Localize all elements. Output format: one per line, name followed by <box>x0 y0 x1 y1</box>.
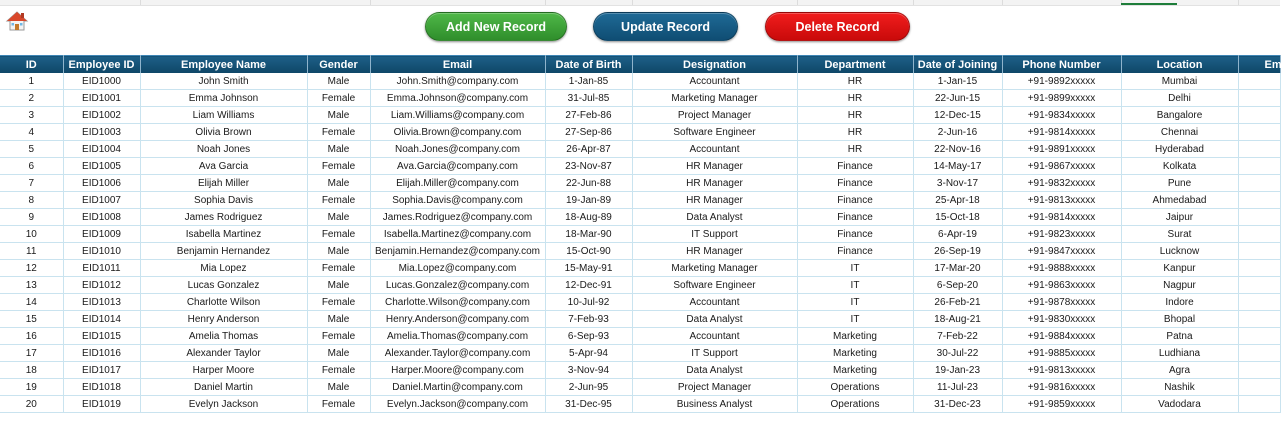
cell-date-of-birth[interactable]: 26-Apr-87 <box>545 141 632 158</box>
cell-date-of-joining[interactable]: 26-Feb-21 <box>913 294 1002 311</box>
cell-gender[interactable]: Male <box>307 175 370 192</box>
cell-id[interactable]: 2 <box>0 90 63 107</box>
cell-id[interactable]: 8 <box>0 192 63 209</box>
cell-date-of-birth[interactable]: 31-Dec-95 <box>545 396 632 413</box>
cell-department[interactable]: IT <box>797 294 913 311</box>
column-header-employee-name[interactable]: Employee Name <box>140 56 307 74</box>
cell-email[interactable]: Henry.Anderson@company.com <box>370 311 545 328</box>
cell-employee-name[interactable]: Amelia Thomas <box>140 328 307 345</box>
cell-date-of-joining[interactable]: 6-Apr-19 <box>913 226 1002 243</box>
cell-date-of-joining[interactable]: 1-Jan-15 <box>913 73 1002 90</box>
cell-department[interactable]: HR <box>797 90 913 107</box>
cell-department[interactable]: HR <box>797 107 913 124</box>
cell-employee-name[interactable]: Lucas Gonzalez <box>140 277 307 294</box>
cell-designation[interactable]: Project Manager <box>632 379 797 396</box>
cell-phone-number[interactable]: +91-9899xxxxx <box>1002 90 1121 107</box>
cell-designation[interactable]: HR Manager <box>632 192 797 209</box>
add-new-record-button[interactable] <box>425 12 567 41</box>
cell-designation[interactable]: HR Manager <box>632 158 797 175</box>
table-row[interactable] <box>0 362 1280 379</box>
table-row[interactable] <box>0 294 1280 311</box>
cell-designation[interactable]: Data Analyst <box>632 362 797 379</box>
cell-location[interactable]: Indore <box>1121 294 1238 311</box>
cell-designation[interactable]: Marketing Manager <box>632 260 797 277</box>
column-header-date-of-birth[interactable]: Date of Birth <box>545 56 632 74</box>
cell-designation[interactable]: Data Analyst <box>632 209 797 226</box>
table-row[interactable] <box>0 107 1280 124</box>
cell-emp-clipped[interactable] <box>1238 107 1280 124</box>
cell-phone-number[interactable]: +91-9816xxxxx <box>1002 379 1121 396</box>
cell-employee-name[interactable]: Alexander Taylor <box>140 345 307 362</box>
cell-employee-id[interactable]: EID1006 <box>63 175 140 192</box>
cell-date-of-joining[interactable]: 25-Apr-18 <box>913 192 1002 209</box>
cell-employee-id[interactable]: EID1015 <box>63 328 140 345</box>
cell-date-of-joining[interactable]: 26-Sep-19 <box>913 243 1002 260</box>
cell-emp-clipped[interactable] <box>1238 311 1280 328</box>
table-row[interactable] <box>0 328 1280 345</box>
cell-emp-clipped[interactable] <box>1238 141 1280 158</box>
cell-id[interactable]: 16 <box>0 328 63 345</box>
cell-department[interactable]: IT <box>797 260 913 277</box>
cell-designation[interactable]: HR Manager <box>632 175 797 192</box>
table-row[interactable] <box>0 260 1280 277</box>
column-header-designation[interactable]: Designation <box>632 56 797 74</box>
cell-gender[interactable]: Female <box>307 226 370 243</box>
cell-gender[interactable]: Female <box>307 192 370 209</box>
cell-gender[interactable]: Male <box>307 209 370 226</box>
cell-employee-id[interactable]: EID1013 <box>63 294 140 311</box>
cell-id[interactable]: 11 <box>0 243 63 260</box>
cell-date-of-joining[interactable]: 3-Nov-17 <box>913 175 1002 192</box>
cell-emp-clipped[interactable] <box>1238 362 1280 379</box>
cell-date-of-joining[interactable]: 22-Jun-15 <box>913 90 1002 107</box>
cell-id[interactable]: 17 <box>0 345 63 362</box>
cell-date-of-birth[interactable]: 15-Oct-90 <box>545 243 632 260</box>
table-row[interactable] <box>0 345 1280 362</box>
cell-gender[interactable]: Male <box>307 345 370 362</box>
cell-employee-id[interactable]: EID1012 <box>63 277 140 294</box>
cell-date-of-joining[interactable]: 17-Mar-20 <box>913 260 1002 277</box>
cell-date-of-joining[interactable]: 14-May-17 <box>913 158 1002 175</box>
cell-employee-id[interactable]: EID1019 <box>63 396 140 413</box>
cell-employee-name[interactable]: Henry Anderson <box>140 311 307 328</box>
cell-date-of-birth[interactable]: 3-Nov-94 <box>545 362 632 379</box>
cell-id[interactable]: 4 <box>0 124 63 141</box>
cell-location[interactable]: Bhopal <box>1121 311 1238 328</box>
cell-phone-number[interactable]: +91-9813xxxxx <box>1002 362 1121 379</box>
cell-location[interactable]: Kolkata <box>1121 158 1238 175</box>
cell-employee-name[interactable]: Mia Lopez <box>140 260 307 277</box>
cell-employee-name[interactable]: Isabella Martinez <box>140 226 307 243</box>
cell-id[interactable]: 15 <box>0 311 63 328</box>
cell-employee-name[interactable]: Emma Johnson <box>140 90 307 107</box>
cell-date-of-joining[interactable]: 31-Dec-23 <box>913 396 1002 413</box>
cell-location[interactable]: Hyderabad <box>1121 141 1238 158</box>
cell-gender[interactable]: Male <box>307 141 370 158</box>
home-icon[interactable] <box>6 10 28 32</box>
cell-designation[interactable]: Accountant <box>632 294 797 311</box>
cell-gender[interactable]: Female <box>307 260 370 277</box>
cell-employee-id[interactable]: EID1018 <box>63 379 140 396</box>
cell-phone-number[interactable]: +91-9884xxxxx <box>1002 328 1121 345</box>
cell-designation[interactable]: Business Analyst <box>632 396 797 413</box>
cell-employee-name[interactable]: Benjamin Hernandez <box>140 243 307 260</box>
cell-location[interactable]: Bangalore <box>1121 107 1238 124</box>
column-header-id[interactable]: ID <box>0 56 63 74</box>
cell-department[interactable]: Finance <box>797 192 913 209</box>
table-row[interactable] <box>0 73 1280 90</box>
cell-id[interactable]: 12 <box>0 260 63 277</box>
cell-emp-clipped[interactable] <box>1238 124 1280 141</box>
cell-gender[interactable]: Female <box>307 124 370 141</box>
cell-department[interactable]: Marketing <box>797 362 913 379</box>
cell-employee-name[interactable]: James Rodriguez <box>140 209 307 226</box>
cell-designation[interactable]: IT Support <box>632 226 797 243</box>
cell-id[interactable]: 9 <box>0 209 63 226</box>
cell-employee-id[interactable]: EID1007 <box>63 192 140 209</box>
cell-id[interactable]: 1 <box>0 73 63 90</box>
cell-date-of-joining[interactable]: 7-Feb-22 <box>913 328 1002 345</box>
cell-emp-clipped[interactable] <box>1238 73 1280 90</box>
cell-employee-name[interactable]: Evelyn Jackson <box>140 396 307 413</box>
table-row[interactable] <box>0 311 1280 328</box>
cell-location[interactable]: Ahmedabad <box>1121 192 1238 209</box>
cell-date-of-joining[interactable]: 12-Dec-15 <box>913 107 1002 124</box>
cell-location[interactable]: Surat <box>1121 226 1238 243</box>
cell-phone-number[interactable]: +91-9863xxxxx <box>1002 277 1121 294</box>
cell-employee-name[interactable]: Noah Jones <box>140 141 307 158</box>
cell-emp-clipped[interactable] <box>1238 260 1280 277</box>
cell-designation[interactable]: Data Analyst <box>632 311 797 328</box>
cell-phone-number[interactable]: +91-9814xxxxx <box>1002 124 1121 141</box>
cell-employee-name[interactable]: Liam Williams <box>140 107 307 124</box>
cell-id[interactable]: 3 <box>0 107 63 124</box>
cell-employee-id[interactable]: EID1005 <box>63 158 140 175</box>
column-header-emp-clipped[interactable]: Emp <box>1238 56 1280 74</box>
cell-email[interactable]: Elijah.Miller@company.com <box>370 175 545 192</box>
delete-record-button[interactable] <box>765 12 910 41</box>
update-record-label: Update Record <box>621 19 710 34</box>
cell-location[interactable]: Mumbai <box>1121 73 1238 90</box>
cell-gender[interactable]: Male <box>307 311 370 328</box>
sheet-top-strip <box>0 0 1280 6</box>
cell-employee-name[interactable]: Charlotte Wilson <box>140 294 307 311</box>
cell-phone-number[interactable]: +91-9888xxxxx <box>1002 260 1121 277</box>
cell-employee-id[interactable]: EID1008 <box>63 209 140 226</box>
cell-email[interactable]: John.Smith@company.com <box>370 73 545 90</box>
cell-date-of-birth[interactable]: 12-Dec-91 <box>545 277 632 294</box>
cell-location[interactable]: Nashik <box>1121 379 1238 396</box>
cell-email[interactable]: Olivia.Brown@company.com <box>370 124 545 141</box>
cell-gender[interactable]: Female <box>307 158 370 175</box>
column-header-employee-id[interactable]: Employee ID <box>63 56 140 74</box>
column-header-date-of-joining[interactable]: Date of Joining <box>913 56 1002 74</box>
cell-employee-id[interactable]: EID1002 <box>63 107 140 124</box>
cell-date-of-joining[interactable]: 15-Oct-18 <box>913 209 1002 226</box>
cell-location[interactable]: Agra <box>1121 362 1238 379</box>
cell-gender[interactable]: Female <box>307 90 370 107</box>
column-header-gender[interactable]: Gender <box>307 56 370 74</box>
cell-date-of-birth[interactable]: 6-Sep-93 <box>545 328 632 345</box>
cell-gender[interactable]: Female <box>307 328 370 345</box>
cell-department[interactable]: Finance <box>797 175 913 192</box>
cell-employee-id[interactable]: EID1017 <box>63 362 140 379</box>
cell-location[interactable]: Patna <box>1121 328 1238 345</box>
cell-date-of-joining[interactable]: 22-Nov-16 <box>913 141 1002 158</box>
cell-employee-id[interactable]: EID1000 <box>63 73 140 90</box>
cell-designation[interactable]: Software Engineer <box>632 124 797 141</box>
cell-emp-clipped[interactable] <box>1238 209 1280 226</box>
add-new-record-label: Add New Record <box>445 19 546 34</box>
table-row[interactable] <box>0 379 1280 396</box>
cell-phone-number[interactable]: +91-9891xxxxx <box>1002 141 1121 158</box>
cell-phone-number[interactable]: +91-9814xxxxx <box>1002 209 1121 226</box>
cell-email[interactable]: Amelia.Thomas@company.com <box>370 328 545 345</box>
cell-location[interactable]: Jaipur <box>1121 209 1238 226</box>
cell-department[interactable]: Operations <box>797 396 913 413</box>
table-row[interactable] <box>0 243 1280 260</box>
cell-employee-name[interactable]: Elijah Miller <box>140 175 307 192</box>
cell-employee-name[interactable]: Olivia Brown <box>140 124 307 141</box>
cell-department[interactable]: HR <box>797 141 913 158</box>
cell-employee-name[interactable]: Harper Moore <box>140 362 307 379</box>
cell-designation[interactable]: HR Manager <box>632 243 797 260</box>
cell-date-of-birth[interactable]: 18-Aug-89 <box>545 209 632 226</box>
cell-department[interactable]: HR <box>797 73 913 90</box>
cell-id[interactable]: 14 <box>0 294 63 311</box>
cell-gender[interactable]: Male <box>307 243 370 260</box>
cell-date-of-birth[interactable]: 18-Mar-90 <box>545 226 632 243</box>
cell-phone-number[interactable]: +91-9859xxxxx <box>1002 396 1121 413</box>
column-header-department[interactable]: Department <box>797 56 913 74</box>
cell-phone-number[interactable]: +91-9867xxxxx <box>1002 158 1121 175</box>
table-row[interactable] <box>0 396 1280 413</box>
cell-email[interactable]: Harper.Moore@company.com <box>370 362 545 379</box>
cell-date-of-birth[interactable]: 5-Apr-94 <box>545 345 632 362</box>
cell-gender[interactable]: Male <box>307 107 370 124</box>
cell-gender[interactable]: Male <box>307 379 370 396</box>
cell-location[interactable]: Delhi <box>1121 90 1238 107</box>
cell-date-of-birth[interactable]: 19-Jan-89 <box>545 192 632 209</box>
cell-designation[interactable]: Accountant <box>632 141 797 158</box>
cell-phone-number[interactable]: +91-9832xxxxx <box>1002 175 1121 192</box>
table-row[interactable] <box>0 124 1280 141</box>
cell-date-of-birth[interactable]: 31-Jul-85 <box>545 90 632 107</box>
cell-designation[interactable]: Project Manager <box>632 107 797 124</box>
cell-date-of-joining[interactable]: 18-Aug-21 <box>913 311 1002 328</box>
cell-date-of-birth[interactable]: 23-Nov-87 <box>545 158 632 175</box>
cell-date-of-birth[interactable]: 7-Feb-93 <box>545 311 632 328</box>
cell-id[interactable]: 5 <box>0 141 63 158</box>
cell-email[interactable]: Sophia.Davis@company.com <box>370 192 545 209</box>
cell-location[interactable]: Nagpur <box>1121 277 1238 294</box>
cell-phone-number[interactable]: +91-9813xxxxx <box>1002 192 1121 209</box>
cell-location[interactable]: Ludhiana <box>1121 345 1238 362</box>
cell-date-of-birth[interactable]: 27-Sep-86 <box>545 124 632 141</box>
cell-emp-clipped[interactable] <box>1238 175 1280 192</box>
cell-email[interactable]: Alexander.Taylor@company.com <box>370 345 545 362</box>
cell-date-of-joining[interactable]: 30-Jul-22 <box>913 345 1002 362</box>
cell-gender[interactable]: Female <box>307 294 370 311</box>
cell-id[interactable]: 10 <box>0 226 63 243</box>
cell-email[interactable]: Evelyn.Jackson@company.com <box>370 396 545 413</box>
cell-date-of-joining[interactable]: 2-Jun-16 <box>913 124 1002 141</box>
table-row[interactable] <box>0 158 1280 175</box>
cell-phone-number[interactable]: +91-9834xxxxx <box>1002 107 1121 124</box>
cell-phone-number[interactable]: +91-9847xxxxx <box>1002 243 1121 260</box>
cell-email[interactable]: James.Rodriguez@company.com <box>370 209 545 226</box>
cell-department[interactable]: IT <box>797 277 913 294</box>
cell-designation[interactable]: Accountant <box>632 73 797 90</box>
cell-phone-number[interactable]: +91-9830xxxxx <box>1002 311 1121 328</box>
cell-date-of-birth[interactable]: 2-Jun-95 <box>545 379 632 396</box>
cell-emp-clipped[interactable] <box>1238 345 1280 362</box>
cell-date-of-birth[interactable]: 22-Jun-88 <box>545 175 632 192</box>
cell-date-of-birth[interactable]: 1-Jan-85 <box>545 73 632 90</box>
cell-department[interactable]: IT <box>797 311 913 328</box>
cell-date-of-birth[interactable]: 10-Jul-92 <box>545 294 632 311</box>
cell-emp-clipped[interactable] <box>1238 396 1280 413</box>
cell-email[interactable]: Daniel.Martin@company.com <box>370 379 545 396</box>
cell-department[interactable]: Operations <box>797 379 913 396</box>
cell-phone-number[interactable]: +91-9885xxxxx <box>1002 345 1121 362</box>
cell-department[interactable]: Finance <box>797 243 913 260</box>
cell-department[interactable]: Finance <box>797 158 913 175</box>
table-row[interactable] <box>0 141 1280 158</box>
cell-email[interactable]: Mia.Lopez@company.com <box>370 260 545 277</box>
cell-designation[interactable]: Software Engineer <box>632 277 797 294</box>
cell-emp-clipped[interactable] <box>1238 90 1280 107</box>
cell-email[interactable]: Ava.Garcia@company.com <box>370 158 545 175</box>
cell-email[interactable]: Charlotte.Wilson@company.com <box>370 294 545 311</box>
cell-designation[interactable]: Marketing Manager <box>632 90 797 107</box>
cell-employee-id[interactable]: EID1003 <box>63 124 140 141</box>
header-row <box>0 56 1280 74</box>
cell-employee-id[interactable]: EID1011 <box>63 260 140 277</box>
delete-record-label: Delete Record <box>795 19 880 34</box>
cell-gender[interactable]: Male <box>307 73 370 90</box>
cell-location[interactable]: Vadodara <box>1121 396 1238 413</box>
cell-email[interactable]: Liam.Williams@company.com <box>370 107 545 124</box>
cell-employee-id[interactable]: EID1009 <box>63 226 140 243</box>
cell-emp-clipped[interactable] <box>1238 226 1280 243</box>
cell-emp-clipped[interactable] <box>1238 294 1280 311</box>
table-row[interactable] <box>0 209 1280 226</box>
cell-email[interactable]: Noah.Jones@company.com <box>370 141 545 158</box>
cell-emp-clipped[interactable] <box>1238 379 1280 396</box>
cell-date-of-birth[interactable]: 27-Feb-86 <box>545 107 632 124</box>
cell-designation[interactable]: Accountant <box>632 328 797 345</box>
table-row[interactable] <box>0 90 1280 107</box>
cell-department[interactable]: Marketing <box>797 328 913 345</box>
cell-gender[interactable]: Female <box>307 362 370 379</box>
update-record-button[interactable] <box>593 12 738 41</box>
cell-email[interactable]: Emma.Johnson@company.com <box>370 90 545 107</box>
cell-date-of-birth[interactable]: 15-May-91 <box>545 260 632 277</box>
cell-date-of-joining[interactable]: 6-Sep-20 <box>913 277 1002 294</box>
cell-date-of-joining[interactable]: 11-Jul-23 <box>913 379 1002 396</box>
cell-id[interactable]: 20 <box>0 396 63 413</box>
cell-id[interactable]: 13 <box>0 277 63 294</box>
cell-id[interactable]: 6 <box>0 158 63 175</box>
column-header-location[interactable]: Location <box>1121 56 1238 74</box>
cell-emp-clipped[interactable] <box>1238 192 1280 209</box>
cell-emp-clipped[interactable] <box>1238 243 1280 260</box>
cell-location[interactable]: Chennai <box>1121 124 1238 141</box>
employee-table <box>0 55 1288 413</box>
cell-email[interactable]: Benjamin.Hernandez@company.com <box>370 243 545 260</box>
cell-employee-name[interactable]: Daniel Martin <box>140 379 307 396</box>
cell-department[interactable]: Finance <box>797 226 913 243</box>
cell-department[interactable]: Marketing <box>797 345 913 362</box>
cell-emp-clipped[interactable] <box>1238 158 1280 175</box>
column-header-phone-number[interactable]: Phone Number <box>1002 56 1121 74</box>
cell-employee-id[interactable]: EID1001 <box>63 90 140 107</box>
cell-employee-id[interactable]: EID1010 <box>63 243 140 260</box>
table-row[interactable] <box>0 226 1280 243</box>
column-header-email[interactable]: Email <box>370 56 545 74</box>
cell-employee-name[interactable]: Ava Garcia <box>140 158 307 175</box>
cell-phone-number[interactable]: +91-9823xxxxx <box>1002 226 1121 243</box>
cell-gender[interactable]: Male <box>307 277 370 294</box>
cell-phone-number[interactable]: +91-9878xxxxx <box>1002 294 1121 311</box>
cell-email[interactable]: Isabella.Martinez@company.com <box>370 226 545 243</box>
cell-location[interactable]: Lucknow <box>1121 243 1238 260</box>
table-row[interactable] <box>0 175 1280 192</box>
cell-employee-id[interactable]: EID1004 <box>63 141 140 158</box>
cell-location[interactable]: Kanpur <box>1121 260 1238 277</box>
cell-designation[interactable]: IT Support <box>632 345 797 362</box>
table-row[interactable] <box>0 192 1280 209</box>
cell-phone-number[interactable]: +91-9892xxxxx <box>1002 73 1121 90</box>
cell-employee-name[interactable]: John Smith <box>140 73 307 90</box>
cell-employee-name[interactable]: Sophia Davis <box>140 192 307 209</box>
cell-date-of-joining[interactable]: 19-Jan-23 <box>913 362 1002 379</box>
cell-gender[interactable]: Female <box>307 396 370 413</box>
cell-employee-id[interactable]: EID1016 <box>63 345 140 362</box>
cell-emp-clipped[interactable] <box>1238 277 1280 294</box>
cell-emp-clipped[interactable] <box>1238 328 1280 345</box>
cell-email[interactable]: Lucas.Gonzalez@company.com <box>370 277 545 294</box>
cell-location[interactable]: Pune <box>1121 175 1238 192</box>
selected-cell-marker <box>1121 3 1177 5</box>
cell-employee-id[interactable]: EID1014 <box>63 311 140 328</box>
cell-id[interactable]: 19 <box>0 379 63 396</box>
table-row[interactable] <box>0 277 1280 294</box>
cell-id[interactable]: 18 <box>0 362 63 379</box>
cell-department[interactable]: HR <box>797 124 913 141</box>
cell-department[interactable]: Finance <box>797 209 913 226</box>
cell-id[interactable]: 7 <box>0 175 63 192</box>
